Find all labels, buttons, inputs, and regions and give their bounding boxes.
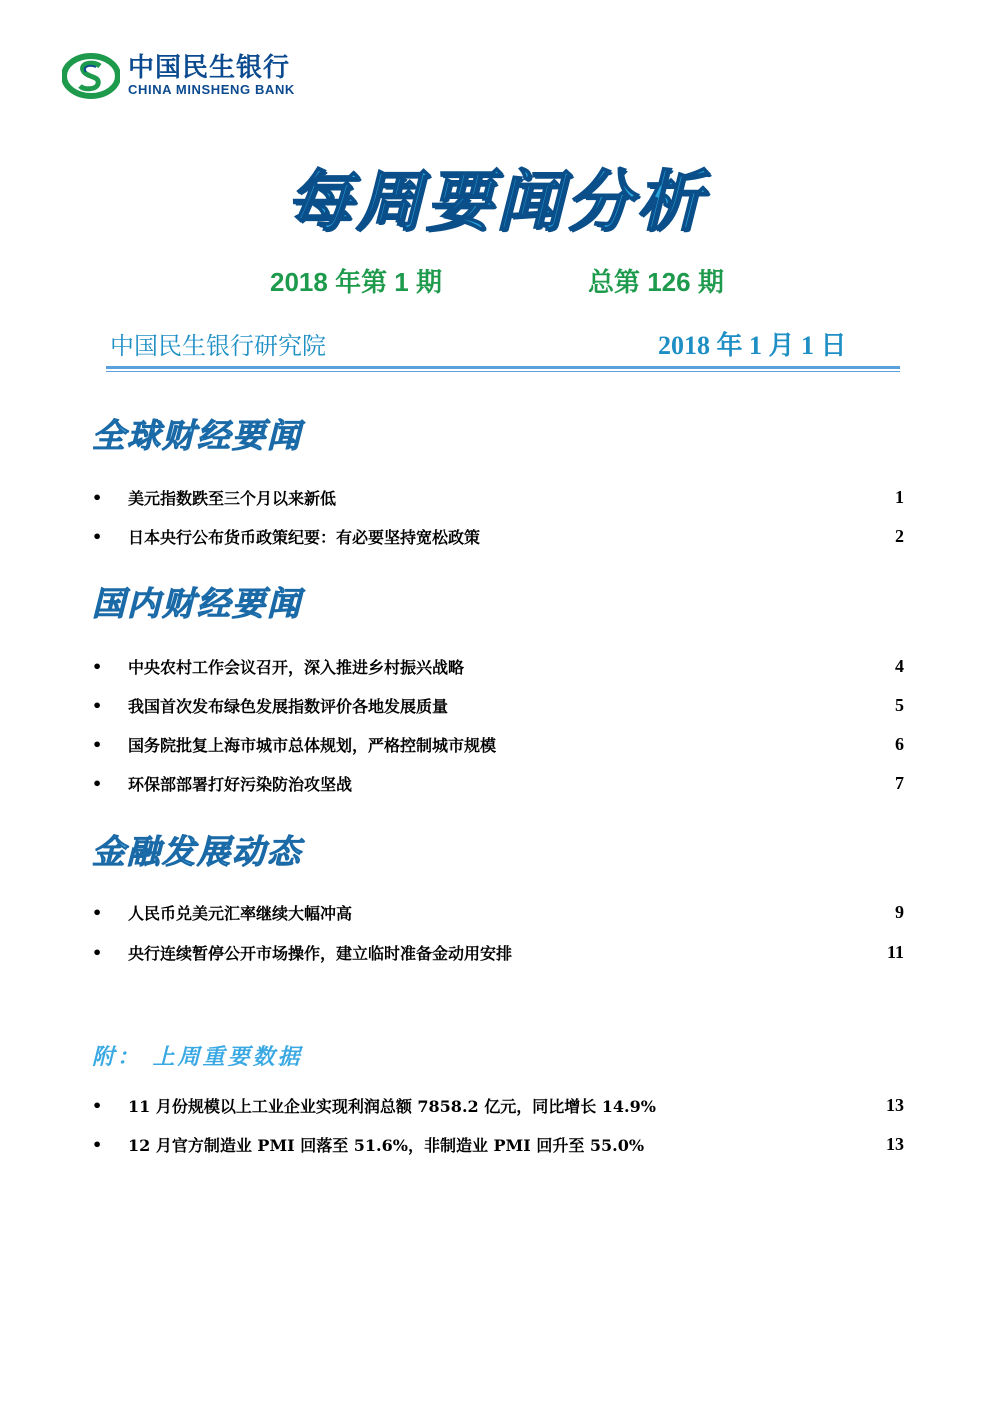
issue-number: 2018 年第 1 期 [270,267,442,297]
bullet: • [92,656,103,676]
toc-item[interactable] [92,485,904,509]
toc-item-page: 5 [895,694,904,715]
toc-item-page: 6 [895,733,904,754]
toc-item[interactable] [92,693,904,717]
toc-item-page: 11 [886,941,904,962]
toc-item[interactable] [92,900,904,924]
toc-item[interactable] [92,1093,904,1117]
toc-item-page: 1 [895,486,904,507]
section-title-domestic: 国内财经要闻 [92,584,302,623]
toc-item-text: 环保部部署打好污染防治攻坚战 [128,774,353,794]
toc-item-text: 人民币兑美元汇率继续大幅冲高 [128,903,353,923]
toc-item-text: 11 月份规模以上工业企业实现利润总额 7858.2 亿元，同比增长 14.9% [128,1096,656,1116]
bank-name-cn: 中国民生银行 [128,53,291,83]
appendix-title: 附： 上周重要数据 [92,1045,303,1070]
bank-name-en: CHINA MINSHENG BANK [128,82,295,97]
toc-item-text: 12 月官方制造业 PMI 回落至 51.6%，非制造业 PMI 回升至 55.0% [128,1135,645,1155]
toc-item-text: 国务院批复上海市城市总体规划，严格控制城市规模 [128,735,497,755]
toc-item-page: 13 [886,1133,904,1154]
toc-item[interactable] [92,1132,904,1156]
report-title: 每周要闻分析 [286,163,706,240]
bullet: • [92,487,103,507]
report-date: 2018 年 1 月 1 日 [658,331,847,360]
minsheng-logo-icon [62,52,120,100]
bullet: • [92,1134,103,1154]
bullet: • [92,942,103,962]
bullet: • [92,773,103,793]
toc-item[interactable] [92,940,904,964]
toc-item[interactable] [92,732,904,756]
total-issue-number: 总第 126 期 [588,267,724,297]
bullet: • [92,902,103,922]
header-divider-thin [106,371,900,372]
toc-item[interactable] [92,524,904,548]
bullet: • [92,1095,103,1115]
bank-logo [62,52,295,100]
bullet: • [92,734,103,754]
toc-item-page: 7 [895,772,904,793]
toc-item-page: 13 [886,1094,904,1115]
toc-item-text: 央行连续暂停公开市场操作，建立临时准备金动用安排 [128,943,513,963]
institute-name: 中国民生银行研究院 [110,332,326,360]
toc-item-text: 我国首次发布绿色发展指数评价各地发展质量 [128,696,449,716]
section-title-finance: 金融发展动态 [92,832,302,871]
section-title-global: 全球财经要闻 [92,416,302,455]
toc-item-text: 美元指数跌至三个月以来新低 [128,488,337,508]
toc-item-page: 9 [895,901,904,922]
bullet: • [92,695,103,715]
toc-item-text: 中央农村工作会议召开，深入推进乡村振兴战略 [128,657,465,677]
toc-item[interactable] [92,654,904,678]
toc-item-page: 2 [895,525,904,546]
toc-item-page: 4 [895,655,904,676]
toc-item[interactable] [92,771,904,795]
toc-item-text: 日本央行公布货币政策纪要：有必要坚持宽松政策 [128,527,481,547]
header-divider [106,366,900,369]
bullet: • [92,526,103,546]
